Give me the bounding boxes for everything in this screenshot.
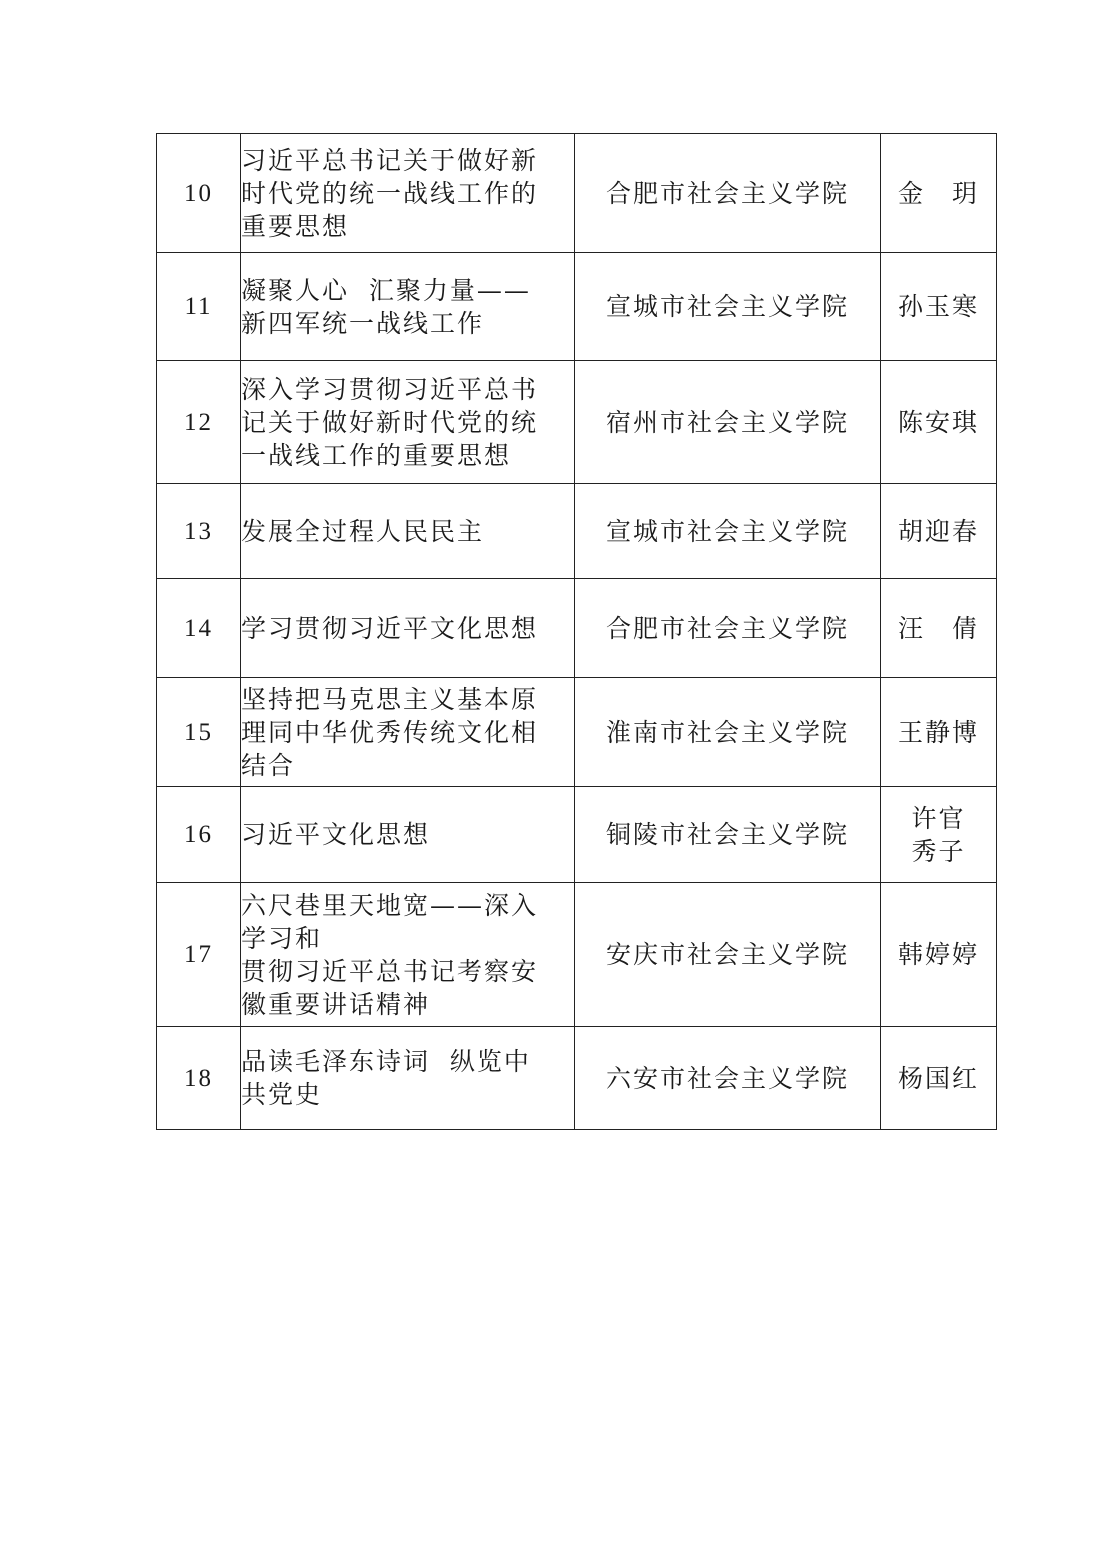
teacher-name xyxy=(881,134,997,253)
course-title-line: 凝聚人心 汇聚力量—— xyxy=(241,275,531,305)
course-title-line: 品读毛泽东诗词 纵览中 xyxy=(241,1047,531,1076)
teacher-name-line: 胡迎春 xyxy=(897,516,979,546)
row-number: 13 xyxy=(157,484,241,579)
course-title-line: 新四军统一战线工作 xyxy=(241,308,485,338)
teacher-name xyxy=(881,361,997,484)
teacher-name xyxy=(881,253,997,361)
course-title-line: 六尺巷里天地宽——深入 xyxy=(241,890,539,920)
course-title-line: 理同中华优秀传统文化相 xyxy=(241,717,539,747)
table-row xyxy=(157,484,997,579)
table-row xyxy=(157,361,997,484)
course-title xyxy=(241,484,575,579)
course-title-line: 深入学习贯彻习近平总书 xyxy=(241,374,539,404)
school-name: 铜陵市社会主义学院 xyxy=(575,787,881,883)
course-title-line: 坚持把马克思主义基本原 xyxy=(241,684,539,714)
school-name: 宣城市社会主义学院 xyxy=(575,253,881,361)
row-number: 12 xyxy=(157,361,241,484)
table-row xyxy=(157,787,997,883)
course-title-line: 记关于做好新时代党的统 xyxy=(241,407,539,437)
course-title xyxy=(241,883,575,1027)
row-number: 10 xyxy=(157,134,241,253)
school-name: 合肥市社会主义学院 xyxy=(575,579,881,678)
teacher-name-line: 韩婷婷 xyxy=(897,940,979,969)
table-row xyxy=(157,253,997,361)
course-title-line: 徽重要讲话精神 xyxy=(241,989,431,1019)
teacher-name-line: 杨国红 xyxy=(897,1063,979,1093)
row-number: 15 xyxy=(157,678,241,787)
teacher-name-line: 王静博 xyxy=(897,717,979,747)
table-row xyxy=(157,678,997,787)
table-row xyxy=(157,579,997,678)
teacher-name-line: 汪 倩 xyxy=(897,613,979,643)
teacher-name-line: 秀子 xyxy=(911,836,966,866)
school-name: 宿州市社会主义学院 xyxy=(575,361,881,484)
course-title xyxy=(241,253,575,361)
course-title-line: 贯彻习近平总书记考察安 xyxy=(241,956,539,986)
course-table xyxy=(156,133,997,1130)
course-title-line: 时代党的统一战线工作的 xyxy=(241,178,539,208)
teacher-name xyxy=(881,1027,997,1130)
course-title xyxy=(241,1027,575,1130)
course-title-line: 习近平总书记关于做好新 xyxy=(241,145,539,175)
row-number: 17 xyxy=(157,883,241,1027)
row-number: 14 xyxy=(157,579,241,678)
table-row xyxy=(157,1027,997,1130)
course-title xyxy=(241,787,575,883)
course-table-body xyxy=(157,134,997,1130)
teacher-name-line: 孙玉寒 xyxy=(897,292,979,321)
school-name: 淮南市社会主义学院 xyxy=(575,678,881,787)
course-title-line: 发展全过程人民民主 xyxy=(241,516,485,546)
table-row xyxy=(157,883,997,1027)
course-title-line: 一战线工作的重要思想 xyxy=(241,440,512,470)
row-number: 18 xyxy=(157,1027,241,1130)
course-title xyxy=(241,579,575,678)
teacher-name xyxy=(881,579,997,678)
school-name: 宣城市社会主义学院 xyxy=(575,484,881,579)
course-title-line: 重要思想 xyxy=(241,211,350,241)
table-row xyxy=(157,134,997,253)
school-name: 六安市社会主义学院 xyxy=(575,1027,881,1130)
course-title-line: 习近平文化思想 xyxy=(241,820,431,849)
course-title xyxy=(241,134,575,253)
teacher-name-line: 陈安琪 xyxy=(897,407,979,437)
course-title-line: 学习贯彻习近平文化思想 xyxy=(241,613,539,643)
teacher-name-line: 金 玥 xyxy=(897,178,979,208)
teacher-name xyxy=(881,787,997,883)
course-title-line: 学习和 xyxy=(241,923,323,953)
school-name: 合肥市社会主义学院 xyxy=(575,134,881,253)
teacher-name xyxy=(881,678,997,787)
teacher-name xyxy=(881,883,997,1027)
school-name: 安庆市社会主义学院 xyxy=(575,883,881,1027)
course-title xyxy=(241,678,575,787)
row-number: 16 xyxy=(157,787,241,883)
course-title-line: 共党史 xyxy=(241,1080,323,1109)
row-number: 11 xyxy=(157,253,241,361)
course-title-line: 结合 xyxy=(241,750,296,780)
teacher-name-line: 许官 xyxy=(911,803,966,833)
course-title xyxy=(241,361,575,484)
teacher-name xyxy=(881,484,997,579)
